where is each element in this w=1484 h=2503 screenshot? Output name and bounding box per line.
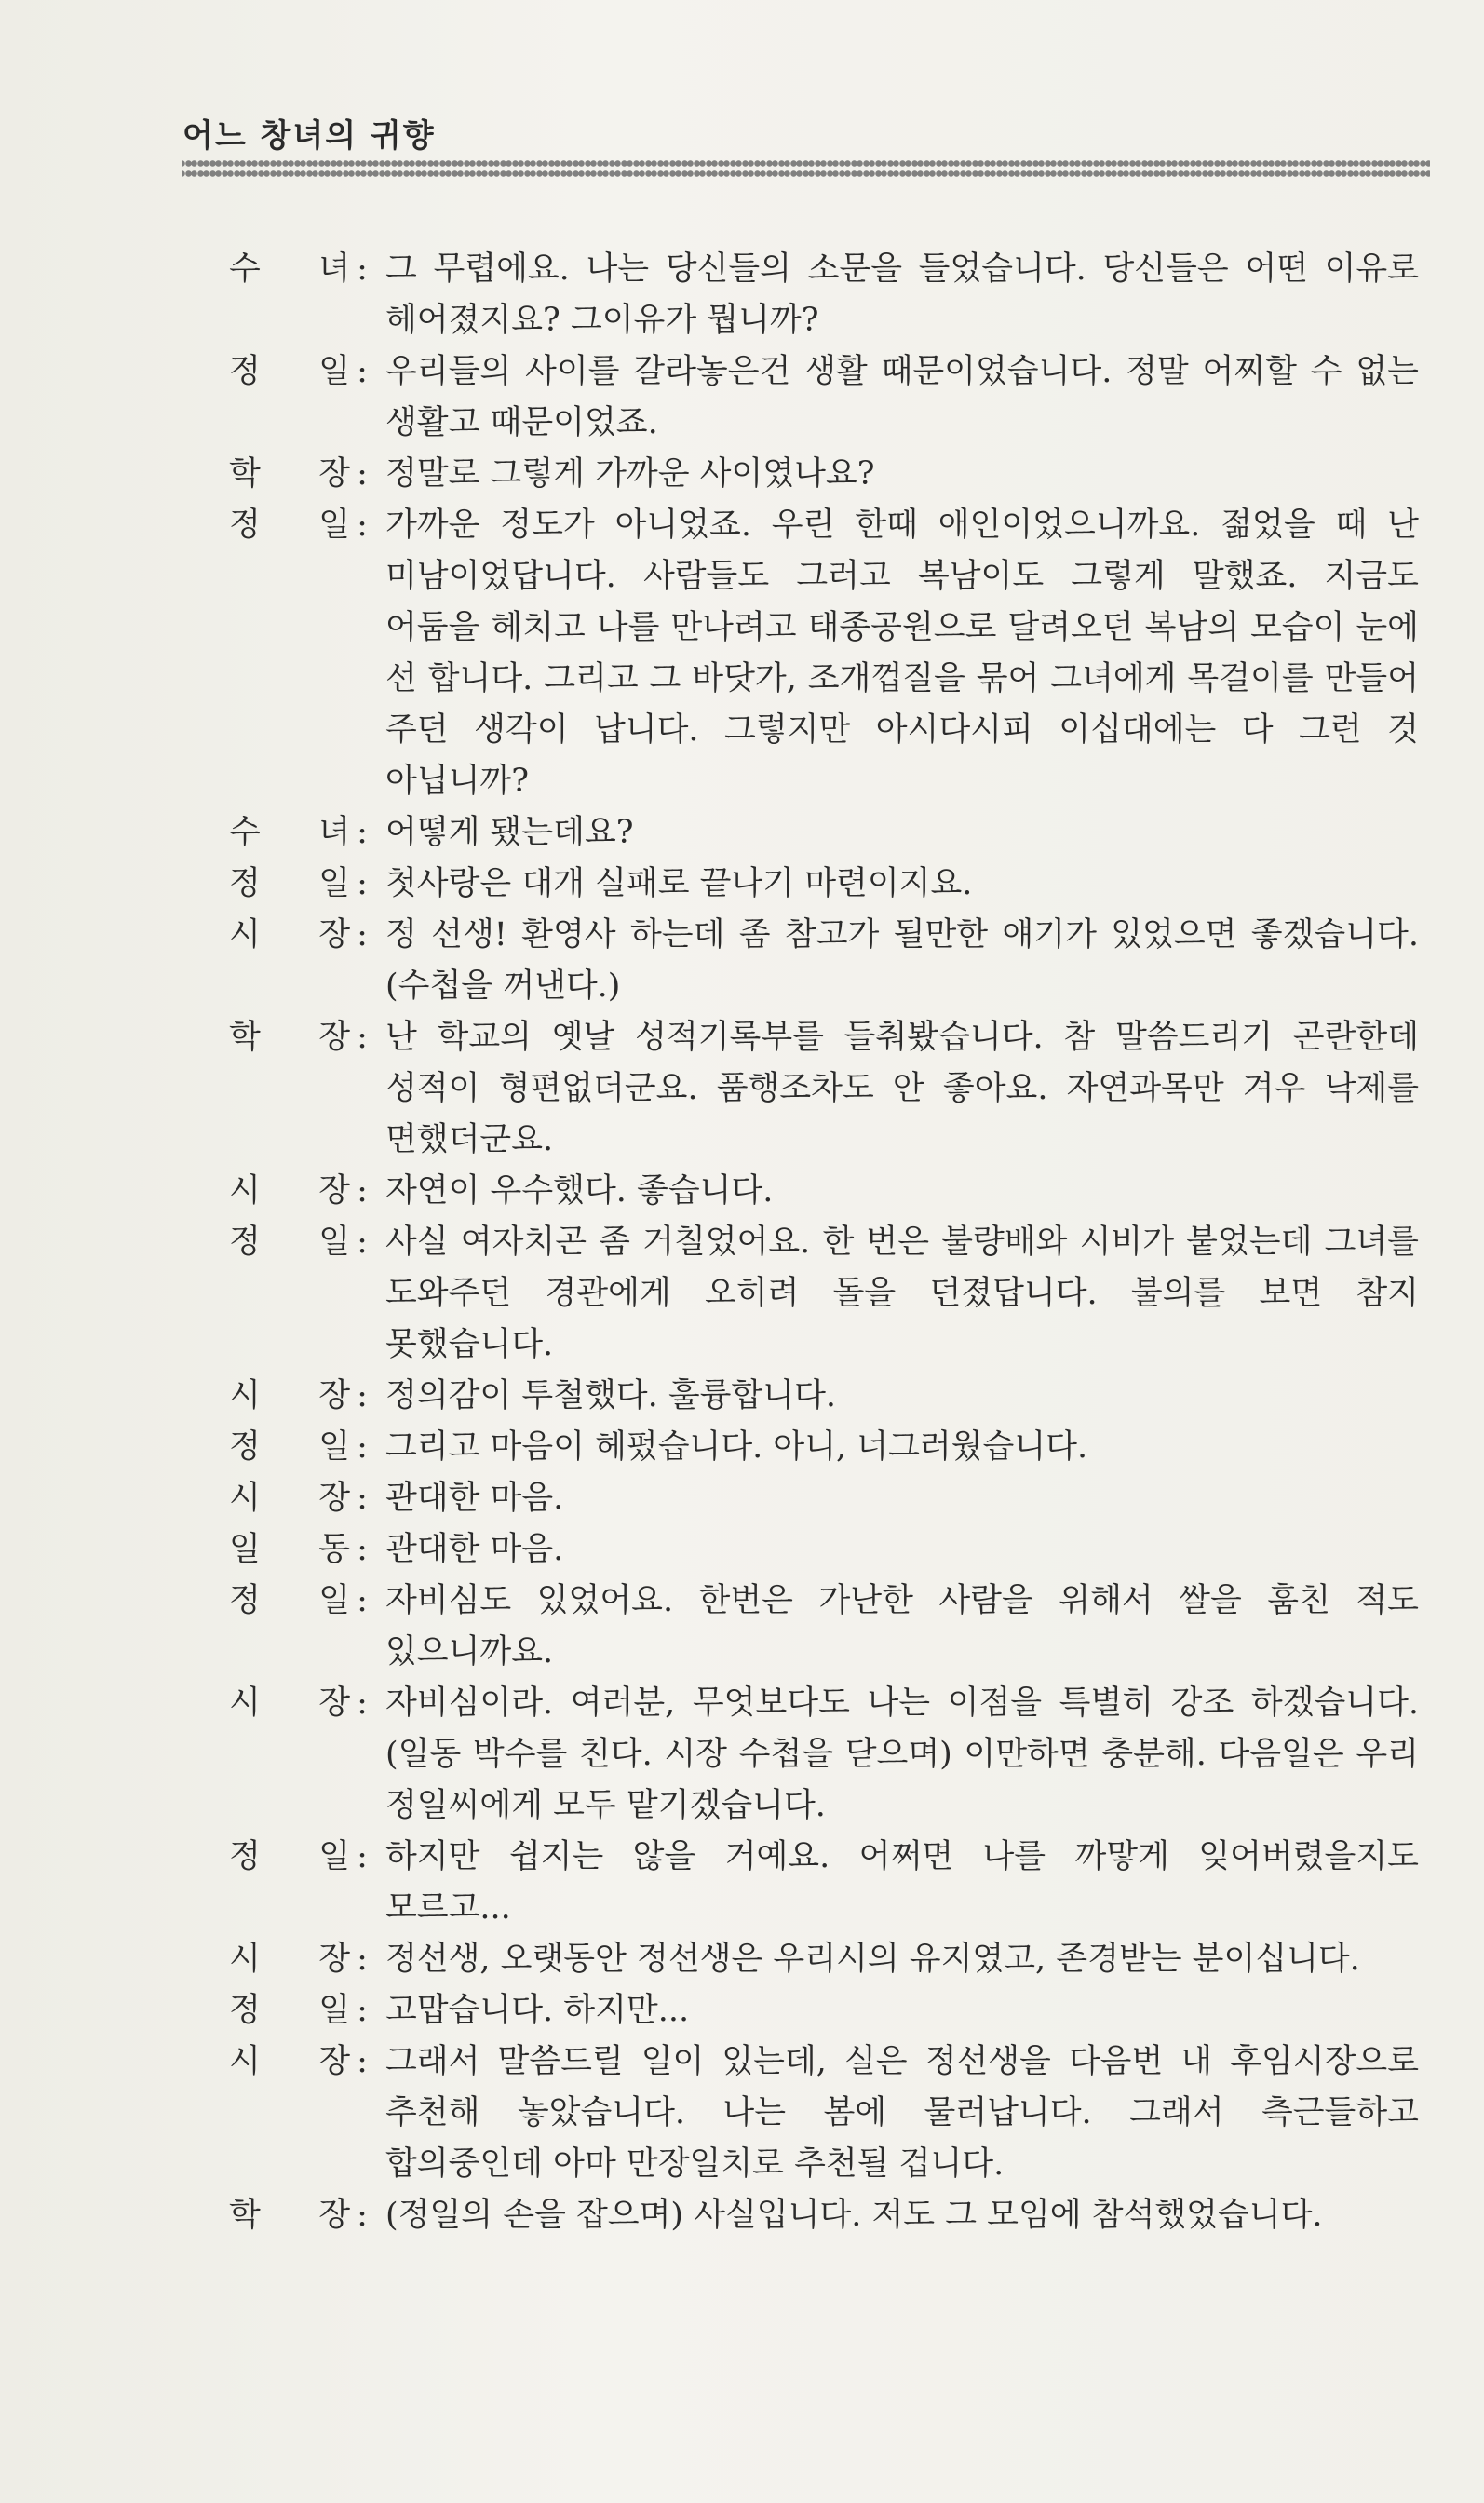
speaker-name: 정 일 — [229, 1224, 350, 1261]
speaker-name: 시 장 — [229, 2043, 350, 2080]
dialogue-line — [229, 859, 1439, 910]
dialogue-line — [229, 1524, 1439, 1576]
dialogue-line — [229, 807, 1439, 859]
speaker-name: 수 녀 — [229, 250, 350, 288]
speaker-name: 시 장 — [229, 1684, 350, 1722]
dialogue-line — [229, 1985, 1439, 2036]
dialogue-line — [229, 1576, 1439, 1678]
speaker-colon: : — [357, 1019, 368, 1056]
speech-text: 가까운 정도가 아니었죠. 우린 한때 애인이었으니까요. 젊었을 때 난 미남이었답니다. 사람들도 그러고 복남이도 그렇게 말했죠. 지금도 어둠을 헤치고 나를 만나려고 태종공원으로 달려오던 복남의 모습이 눈에 선 합니다. 그리고 그 바닷가, 조개껍질을 묶어 그녀에게 목걸이를 만들어 주던 생각이 납니다. 그렇지만 아시다시피 이십대에는 다 그런 것 아닙니까? — [385, 507, 1419, 800]
speech-text: 사실 여자치곤 좀 거칠었어요. 한 번은 불량배와 시비가 붙었는데 그녀를 도와주던 경관에게 오히려 돌을 던졌답니다. 불의를 보면 참지 못했습니다. — [385, 1224, 1419, 1363]
running-title: 어느 창녀의 귀향 — [182, 117, 436, 155]
speaker-colon: : — [357, 507, 368, 544]
speech-text: 관대한 마음. — [385, 1531, 564, 1568]
dialogue-line — [229, 1371, 1439, 1422]
speaker-name: 학 장 — [229, 455, 350, 493]
speaker-colon: : — [357, 865, 368, 902]
speaker-name: 시 장 — [229, 1941, 350, 1978]
dialogue-line — [229, 2036, 1439, 2190]
speaker-colon: : — [357, 1377, 368, 1414]
speech-text: 자비심도 있었어요. 한번은 가난한 사람을 위해서 쌀을 훔친 적도 있으니까요. — [385, 1582, 1419, 1671]
dialogue-line — [229, 1166, 1439, 1217]
speaker-colon: : — [357, 2043, 368, 2080]
speech-text: 정말로 그렇게 가까운 사이였나요? — [385, 455, 875, 493]
speech-text: 관대한 마음. — [385, 1480, 564, 1517]
speech-text: 정의감이 투철했다. 훌륭합니다. — [385, 1377, 837, 1414]
speaker-name: 정 일 — [229, 1992, 350, 2029]
speech-text: 우리들의 사이를 갈라놓은건 생활 때문이었습니다. 정말 어찌할 수 없는 생활고 때문이었죠. — [385, 353, 1419, 441]
dialogue-line — [229, 449, 1439, 500]
speaker-colon: : — [357, 2197, 368, 2234]
speaker-colon: : — [357, 1428, 368, 1466]
dialogue-line — [229, 244, 1439, 346]
speaker-colon: : — [357, 1941, 368, 1978]
speaker-colon: : — [357, 455, 368, 493]
speaker-colon: : — [357, 1992, 368, 2029]
dialogue-line — [229, 910, 1439, 1012]
speaker-name: 시 장 — [229, 916, 350, 954]
speaker-colon: : — [357, 1531, 368, 1568]
dialogue-line — [229, 1012, 1439, 1166]
speaker-name: 일 동 — [229, 1531, 350, 1568]
dialogue-line — [229, 1934, 1439, 1985]
speaker-colon: : — [357, 814, 368, 851]
speaker-name: 학 장 — [229, 1019, 350, 1056]
speech-text: 정선생, 오랫동안 정선생은 우리시의 유지였고, 존경받는 분이십니다. — [385, 1941, 1360, 1978]
speech-text: 자비심이라. 여러분, 무엇보다도 나는 이점을 특별히 강조 하겠습니다.(일동 박수를 친다. 시장 수첩을 닫으며) 이만하면 충분해. 다음일은 우리 정일씨에게 모두 맡기겠습니다. — [385, 1684, 1419, 1824]
speech-text: 난 학교의 옛날 성적기록부를 들춰봤습니다. 참 말씀드리기 곤란한데 성적이 형편없더군요. 품행조차도 안 좋아요. 자연과목만 겨우 낙제를 면했더군요. — [385, 1019, 1419, 1158]
speaker-colon: : — [357, 250, 368, 288]
speech-text: 그래서 말씀드릴 일이 있는데, 실은 정선생을 다음번 내 후임시장으로 추천해 놓았습니다. 나는 봄에 물러납니다. 그래서 측근들하고 합의중인데 아마 만장일치로 추천될 겁니다. — [385, 2043, 1419, 2183]
speaker-name: 정 일 — [229, 865, 350, 902]
dialogue-line — [229, 346, 1439, 449]
speaker-name: 정 일 — [229, 1838, 350, 1875]
speaker-colon: : — [357, 1480, 368, 1517]
speaker-colon: : — [357, 916, 368, 954]
speaker-colon: : — [357, 353, 368, 390]
dotted-divider — [182, 158, 1430, 179]
speaker-name: 시 장 — [229, 1480, 350, 1517]
dialogue-line — [229, 1678, 1439, 1832]
speech-text: 그리고 마음이 헤펐습니다. 아니, 너그러웠습니다. — [385, 1428, 1088, 1466]
dialogue-line — [229, 500, 1439, 807]
dialogue-line — [229, 2190, 1439, 2241]
speaker-name: 정 일 — [229, 507, 350, 544]
speaker-colon: : — [357, 1224, 368, 1261]
speech-text: 그 무렵에요. 나는 당신들의 소문을 들었습니다. 당신들은 어떤 이유로 헤어졌지요? 그이유가 뭡니까? — [385, 250, 1419, 339]
speaker-name: 수 녀 — [229, 814, 350, 851]
speaker-name: 정 일 — [229, 1428, 350, 1466]
speech-text: (정일의 손을 잡으며) 사실입니다. 저도 그 모임에 참석했었습니다. — [385, 2197, 1323, 2234]
speech-text: 하지만 쉽지는 않을 거예요. 어쩌면 나를 까맣게 잊어버렸을지도 모르고... — [385, 1838, 1419, 1927]
speech-text: 첫사랑은 대개 실패로 끝나기 마련이지요. — [385, 865, 973, 902]
speech-text: 고맙습니다. 하지만... — [385, 1992, 690, 2029]
speaker-name: 시 장 — [229, 1377, 350, 1414]
speaker-name: 정 일 — [229, 353, 350, 390]
speaker-colon: : — [357, 1172, 368, 1210]
dialogue-line — [229, 1832, 1439, 1934]
speaker-name: 시 장 — [229, 1172, 350, 1210]
speech-text: 정 선생! 환영사 하는데 좀 참고가 될만한 얘기가 있었으면 좋겠습니다. (수첩을 꺼낸다.) — [385, 916, 1419, 1005]
speaker-colon: : — [357, 1684, 368, 1722]
speech-text: 어떻게 됐는데요? — [385, 814, 634, 851]
speaker-name: 정 일 — [229, 1582, 350, 1619]
dialogue-line — [229, 1217, 1439, 1371]
dialogue-line — [229, 1422, 1439, 1473]
dialogue-body — [229, 244, 1439, 2241]
speaker-name: 학 장 — [229, 2197, 350, 2234]
dialogue-line — [229, 1473, 1439, 1524]
speaker-colon: : — [357, 1582, 368, 1619]
speech-text: 자연이 우수했다. 좋습니다. — [385, 1172, 774, 1210]
speaker-colon: : — [357, 1838, 368, 1875]
